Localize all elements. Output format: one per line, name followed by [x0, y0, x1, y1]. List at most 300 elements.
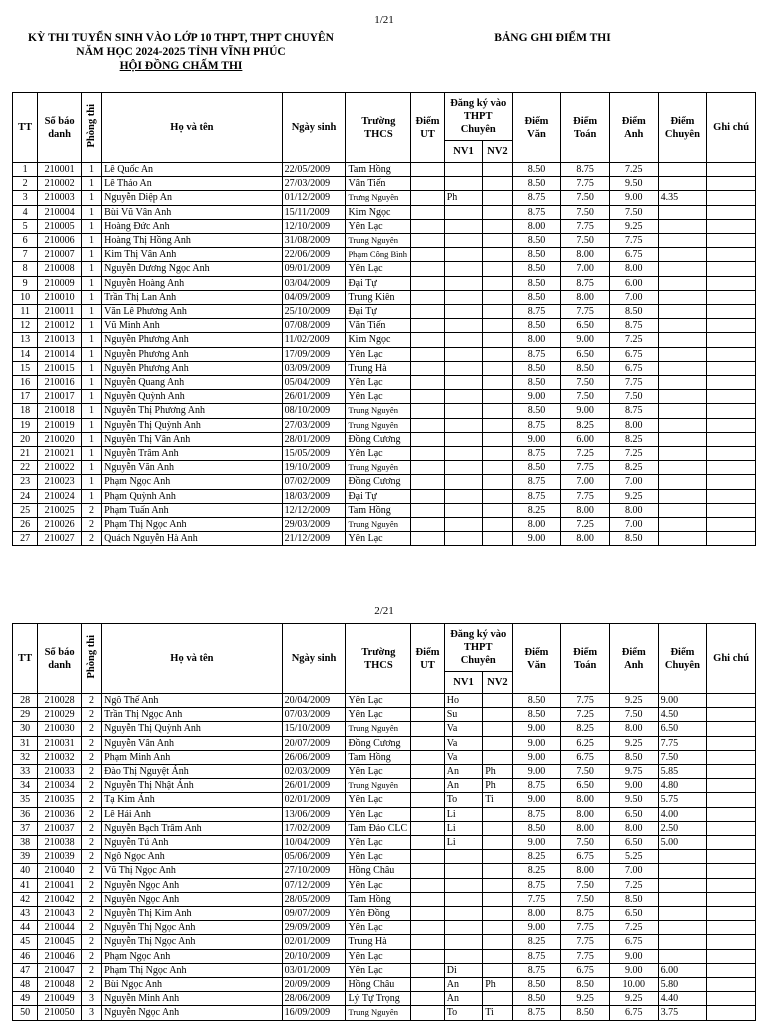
cell-truong: Yên Đồng [346, 907, 411, 921]
cell-phong: 1 [81, 262, 101, 276]
score-rows [13, 163, 756, 546]
cell-nv2 [483, 404, 512, 418]
cell-diemut [411, 319, 444, 333]
cell-ghichu [707, 447, 756, 461]
cell-diemut [411, 518, 444, 532]
table-row [13, 850, 756, 864]
cell-anh: 6.75 [609, 361, 658, 375]
cell-ghichu [707, 234, 756, 248]
cell-ghichu [707, 907, 756, 921]
cell-ghichu [707, 793, 756, 807]
cell-anh: 6.50 [609, 836, 658, 850]
cell-diemut [411, 750, 444, 764]
cell-phong: 2 [81, 807, 101, 821]
cell-phong: 3 [81, 992, 101, 1006]
cell-ngaysinh: 12/10/2009 [282, 219, 346, 233]
cell-tt: 50 [13, 1006, 38, 1020]
cell-anh: 7.75 [609, 376, 658, 390]
cell-van: 9.00 [512, 532, 561, 546]
col-truong: Trường THCS [346, 93, 411, 163]
cell-phong: 1 [81, 290, 101, 304]
cell-van: 8.00 [512, 907, 561, 921]
cell-hoten: Nguyễn Thị Ngọc Anh [102, 921, 282, 935]
cell-nv1 [444, 290, 483, 304]
cell-diemut [411, 290, 444, 304]
cell-ngaysinh: 17/09/2009 [282, 347, 346, 361]
cell-tt: 47 [13, 963, 38, 977]
cell-anh: 9.25 [609, 489, 658, 503]
cell-sbd: 210019 [38, 418, 82, 432]
cell-chuyen [658, 177, 707, 191]
cell-tt: 27 [13, 532, 38, 546]
table-row [13, 963, 756, 977]
cell-van: 8.75 [512, 205, 561, 219]
cell-ngaysinh: 28/05/2009 [282, 892, 346, 906]
cell-chuyen [658, 475, 707, 489]
cell-truong: Tam Hồng [346, 750, 411, 764]
table-row [13, 532, 756, 546]
cell-nv1: An [444, 992, 483, 1006]
cell-phong: 2 [81, 892, 101, 906]
cell-tt: 13 [13, 333, 38, 347]
cell-sbd: 210027 [38, 532, 82, 546]
cell-nv1 [444, 248, 483, 262]
cell-ghichu [707, 532, 756, 546]
cell-toan: 7.75 [561, 694, 610, 708]
cell-ngaysinh: 09/01/2009 [282, 262, 346, 276]
cell-nv1 [444, 892, 483, 906]
cell-tt: 15 [13, 361, 38, 375]
cell-ghichu [707, 864, 756, 878]
cell-phong: 2 [81, 532, 101, 546]
cell-diemut [411, 836, 444, 850]
cell-toan: 8.50 [561, 978, 610, 992]
cell-sbd: 210041 [38, 878, 82, 892]
cell-diemut [411, 333, 444, 347]
cell-diemut [411, 779, 444, 793]
cell-anh: 9.00 [609, 779, 658, 793]
cell-nv1 [444, 935, 483, 949]
cell-nv2 [483, 219, 512, 233]
cell-van: 8.75 [512, 447, 561, 461]
cell-tt: 31 [13, 736, 38, 750]
cell-sbd: 210014 [38, 347, 82, 361]
cell-chuyen [658, 949, 707, 963]
cell-chuyen [658, 489, 707, 503]
cell-truong: Yên Lạc [346, 765, 411, 779]
cell-hoten: Phạm Ngọc Anh [102, 475, 282, 489]
cell-van: 8.25 [512, 503, 561, 517]
cell-nv1 [444, 404, 483, 418]
cell-truong: Kim Ngọc [346, 205, 411, 219]
cell-phong: 2 [81, 864, 101, 878]
table-row [13, 992, 756, 1006]
cell-phong: 1 [81, 361, 101, 375]
cell-nv2 [483, 347, 512, 361]
cell-tt: 19 [13, 418, 38, 432]
cell-tt: 28 [13, 694, 38, 708]
cell-nv2 [483, 892, 512, 906]
cell-toan: 7.25 [561, 518, 610, 532]
cell-van: 8.50 [512, 248, 561, 262]
cell-hoten: Vũ Minh Anh [102, 319, 282, 333]
cell-ghichu [707, 177, 756, 191]
cell-nv2 [483, 290, 512, 304]
cell-anh: 8.50 [609, 892, 658, 906]
cell-van: 9.00 [512, 765, 561, 779]
cell-van: 8.50 [512, 821, 561, 835]
table-row [13, 418, 756, 432]
cell-truong: Yên Lạc [346, 793, 411, 807]
cell-hoten: Đào Thị Nguyệt Ánh [102, 765, 282, 779]
cell-nv2 [483, 518, 512, 532]
cell-van: 8.25 [512, 850, 561, 864]
cell-tt: 22 [13, 461, 38, 475]
cell-hoten: Nguyễn Thị Ngọc Anh [102, 935, 282, 949]
cell-anh: 7.00 [609, 864, 658, 878]
cell-ngaysinh: 28/01/2009 [282, 432, 346, 446]
cell-van: 8.75 [512, 963, 561, 977]
table-row [13, 736, 756, 750]
cell-nv1: Va [444, 736, 483, 750]
cell-phong: 1 [81, 376, 101, 390]
cell-van: 8.75 [512, 475, 561, 489]
cell-truong: Yên Lạc [346, 219, 411, 233]
cell-phong: 1 [81, 191, 101, 205]
cell-ghichu [707, 736, 756, 750]
cell-van: 8.50 [512, 376, 561, 390]
cell-diemut [411, 694, 444, 708]
cell-truong: Lý Tự Trọng [346, 992, 411, 1006]
cell-hoten: Nguyễn Tú Anh [102, 836, 282, 850]
cell-chuyen [658, 276, 707, 290]
cell-chuyen [658, 532, 707, 546]
cell-anh: 6.75 [609, 347, 658, 361]
cell-nv1 [444, 319, 483, 333]
cell-hoten: Lê Hải Anh [102, 807, 282, 821]
cell-nv1: Su [444, 708, 483, 722]
cell-truong: Yên Lạc [346, 532, 411, 546]
cell-phong: 2 [81, 765, 101, 779]
cell-hoten: Phạm Minh Anh [102, 750, 282, 764]
cell-ghichu [707, 807, 756, 821]
cell-tt: 8 [13, 262, 38, 276]
table-row [13, 305, 756, 319]
cell-chuyen: 4.80 [658, 779, 707, 793]
cell-nv2 [483, 992, 512, 1006]
cell-van: 8.00 [512, 333, 561, 347]
cell-sbd: 210023 [38, 475, 82, 489]
cell-diemut [411, 963, 444, 977]
cell-chuyen: 7.75 [658, 736, 707, 750]
cell-phong: 1 [81, 333, 101, 347]
cell-diemut [411, 503, 444, 517]
cell-tt: 17 [13, 390, 38, 404]
cell-anh: 8.50 [609, 532, 658, 546]
cell-diemut [411, 248, 444, 262]
cell-diemut [411, 404, 444, 418]
cell-hoten: Ngô Ngọc Anh [102, 850, 282, 864]
cell-tt: 5 [13, 219, 38, 233]
cell-sbd: 210036 [38, 807, 82, 821]
col-nv1: NV1 [444, 672, 483, 694]
cell-anh: 7.00 [609, 518, 658, 532]
cell-phong: 1 [81, 475, 101, 489]
page-number: 2/21 [374, 605, 394, 617]
cell-hoten: Phạm Thị Ngọc Anh [102, 518, 282, 532]
cell-hoten: Nguyễn Ngọc Anh [102, 892, 282, 906]
cell-van: 9.00 [512, 722, 561, 736]
table-row [13, 935, 756, 949]
cell-toan: 6.75 [561, 963, 610, 977]
cell-anh: 8.50 [609, 305, 658, 319]
cell-tt: 49 [13, 992, 38, 1006]
cell-ghichu [707, 418, 756, 432]
cell-truong: Trung Nguyên [346, 722, 411, 736]
col-diemut: Điểm UT [411, 624, 444, 694]
cell-anh: 7.25 [609, 333, 658, 347]
col-phong [81, 93, 101, 163]
cell-hoten: Nguyễn Phương Anh [102, 347, 282, 361]
cell-toan: 9.00 [561, 333, 610, 347]
cell-phong: 1 [81, 347, 101, 361]
table-row [13, 921, 756, 935]
cell-diemut [411, 191, 444, 205]
cell-hoten: Nguyễn Thị Nhật Ánh [102, 779, 282, 793]
cell-toan: 7.75 [561, 935, 610, 949]
cell-truong: Yên Lạc [346, 850, 411, 864]
cell-hoten: Ngô Thế Anh [102, 694, 282, 708]
cell-toan: 6.75 [561, 750, 610, 764]
cell-van: 8.75 [512, 489, 561, 503]
cell-diemut [411, 390, 444, 404]
cell-nv1 [444, 347, 483, 361]
cell-truong: Trung Hà [346, 935, 411, 949]
exam-title: KỲ THI TUYỂN SINH VÀO LỚP 10 THPT, THPT CHUYÊN [28, 32, 334, 44]
cell-toan: 7.75 [561, 177, 610, 191]
cell-chuyen [658, 290, 707, 304]
cell-anh: 8.00 [609, 262, 658, 276]
cell-ngaysinh: 03/04/2009 [282, 276, 346, 290]
cell-van: 8.50 [512, 708, 561, 722]
cell-tt: 48 [13, 978, 38, 992]
cell-ngaysinh: 15/10/2009 [282, 722, 346, 736]
cell-nv2 [483, 722, 512, 736]
cell-truong: Yên Lạc [346, 949, 411, 963]
cell-nv1: Ho [444, 694, 483, 708]
cell-nv1: An [444, 765, 483, 779]
cell-chuyen: 6.00 [658, 963, 707, 977]
cell-nv2 [483, 248, 512, 262]
cell-toan: 7.50 [561, 205, 610, 219]
cell-ngaysinh: 31/08/2009 [282, 234, 346, 248]
cell-sbd: 210013 [38, 333, 82, 347]
cell-anh: 8.00 [609, 503, 658, 517]
cell-nv2: Ti [483, 793, 512, 807]
cell-anh: 8.00 [609, 821, 658, 835]
cell-sbd: 210018 [38, 404, 82, 418]
col-sbd: Số báo danh [38, 624, 82, 694]
cell-hoten: Nguyễn Ngọc Anh [102, 1006, 282, 1020]
cell-hoten: Nguyễn Văn Anh [102, 461, 282, 475]
cell-van: 8.75 [512, 1006, 561, 1020]
cell-ngaysinh: 10/04/2009 [282, 836, 346, 850]
cell-truong: Trung Nguyên [346, 518, 411, 532]
col-dangky: Đăng ký vào THPT Chuyên [444, 93, 512, 141]
council-name: HỘI ĐỒNG CHẤM THI [119, 60, 243, 72]
cell-anh: 6.00 [609, 276, 658, 290]
cell-chuyen: 4.35 [658, 191, 707, 205]
cell-ngaysinh: 26/01/2009 [282, 779, 346, 793]
table-row [13, 475, 756, 489]
cell-nv2 [483, 694, 512, 708]
cell-anh: 6.75 [609, 248, 658, 262]
table-row [13, 821, 756, 835]
cell-anh: 7.25 [609, 921, 658, 935]
cell-truong: Trung Nguyên [346, 404, 411, 418]
cell-ngaysinh: 07/02/2009 [282, 475, 346, 489]
cell-chuyen: 5.75 [658, 793, 707, 807]
cell-anh: 8.00 [609, 722, 658, 736]
cell-nv1 [444, 503, 483, 517]
cell-ghichu [707, 347, 756, 361]
cell-ghichu [707, 518, 756, 532]
cell-anh: 9.25 [609, 219, 658, 233]
cell-ngaysinh: 15/11/2009 [282, 205, 346, 219]
cell-nv2 [483, 907, 512, 921]
cell-sbd: 210033 [38, 765, 82, 779]
cell-nv1 [444, 921, 483, 935]
cell-anh: 6.50 [609, 907, 658, 921]
cell-sbd: 210005 [38, 219, 82, 233]
cell-nv2 [483, 376, 512, 390]
cell-van: 9.00 [512, 750, 561, 764]
cell-nv2 [483, 418, 512, 432]
cell-nv2 [483, 390, 512, 404]
cell-nv2 [483, 949, 512, 963]
cell-truong: Văn Tiến [346, 319, 411, 333]
cell-chuyen: 3.75 [658, 1006, 707, 1020]
cell-nv2 [483, 432, 512, 446]
cell-toan: 6.50 [561, 347, 610, 361]
cell-phong: 1 [81, 234, 101, 248]
cell-sbd: 210026 [38, 518, 82, 532]
cell-hoten: Nguyễn Thị Quỳnh Anh [102, 418, 282, 432]
table-row [13, 447, 756, 461]
cell-van: 8.50 [512, 978, 561, 992]
cell-nv2 [483, 807, 512, 821]
cell-phong: 2 [81, 518, 101, 532]
cell-van: 9.00 [512, 836, 561, 850]
cell-nv1 [444, 864, 483, 878]
cell-diemut [411, 935, 444, 949]
cell-tt: 37 [13, 821, 38, 835]
cell-chuyen: 7.50 [658, 750, 707, 764]
cell-diemut [411, 892, 444, 906]
cell-truong: Yên Lạc [346, 708, 411, 722]
col-phong-label: Phòng thi [86, 634, 98, 679]
cell-hoten: Lê Quốc An [102, 163, 282, 177]
cell-van: 8.50 [512, 404, 561, 418]
col-van: Điểm Văn [512, 624, 561, 694]
cell-toan: 9.00 [561, 404, 610, 418]
cell-diemut [411, 949, 444, 963]
cell-tt: 1 [13, 163, 38, 177]
cell-chuyen [658, 935, 707, 949]
cell-anh: 8.75 [609, 319, 658, 333]
cell-chuyen [658, 864, 707, 878]
cell-truong: Trung Nguyên [346, 418, 411, 432]
cell-hoten: Quách Nguyễn Hà Anh [102, 532, 282, 546]
cell-hoten: Nguyễn Thị Quỳnh Anh [102, 722, 282, 736]
cell-van: 8.75 [512, 779, 561, 793]
cell-ghichu [707, 503, 756, 517]
cell-nv2 [483, 878, 512, 892]
cell-sbd: 210004 [38, 205, 82, 219]
table-row [13, 518, 756, 532]
cell-phong: 1 [81, 177, 101, 191]
cell-ghichu [707, 404, 756, 418]
cell-toan: 7.00 [561, 262, 610, 276]
cell-diemut [411, 418, 444, 432]
cell-diemut [411, 807, 444, 821]
cell-chuyen [658, 205, 707, 219]
cell-diemut [411, 461, 444, 475]
cell-ghichu [707, 1006, 756, 1020]
cell-van: 8.50 [512, 319, 561, 333]
cell-sbd: 210046 [38, 949, 82, 963]
cell-hoten: Phạm Thị Ngọc Anh [102, 963, 282, 977]
cell-nv1: Li [444, 821, 483, 835]
cell-tt: 10 [13, 290, 38, 304]
sheet-title: BẢNG GHI ĐIỂM THI [494, 32, 611, 44]
cell-sbd: 210002 [38, 177, 82, 191]
cell-tt: 18 [13, 404, 38, 418]
cell-tt: 25 [13, 503, 38, 517]
cell-ngaysinh: 28/06/2009 [282, 992, 346, 1006]
cell-truong: Đồng Cương [346, 736, 411, 750]
cell-toan: 7.50 [561, 191, 610, 205]
cell-toan: 7.75 [561, 489, 610, 503]
cell-nv2 [483, 963, 512, 977]
cell-phong: 1 [81, 447, 101, 461]
cell-ghichu [707, 765, 756, 779]
cell-anh: 7.25 [609, 447, 658, 461]
cell-chuyen [658, 333, 707, 347]
cell-nv1 [444, 475, 483, 489]
cell-ghichu [707, 205, 756, 219]
cell-phong: 2 [81, 694, 101, 708]
cell-van: 9.00 [512, 432, 561, 446]
cell-ghichu [707, 489, 756, 503]
cell-ghichu [707, 750, 756, 764]
cell-diemut [411, 821, 444, 835]
cell-sbd: 210044 [38, 921, 82, 935]
cell-van: 8.50 [512, 290, 561, 304]
cell-ghichu [707, 921, 756, 935]
cell-ghichu [707, 992, 756, 1006]
col-nv1: NV1 [444, 141, 483, 163]
cell-nv2 [483, 836, 512, 850]
cell-ngaysinh: 02/01/2009 [282, 935, 346, 949]
cell-ghichu [707, 475, 756, 489]
cell-diemut [411, 376, 444, 390]
cell-anh: 8.50 [609, 750, 658, 764]
table-row [13, 864, 756, 878]
table-row [13, 205, 756, 219]
cell-phong: 3 [81, 1006, 101, 1020]
cell-anh: 7.00 [609, 290, 658, 304]
